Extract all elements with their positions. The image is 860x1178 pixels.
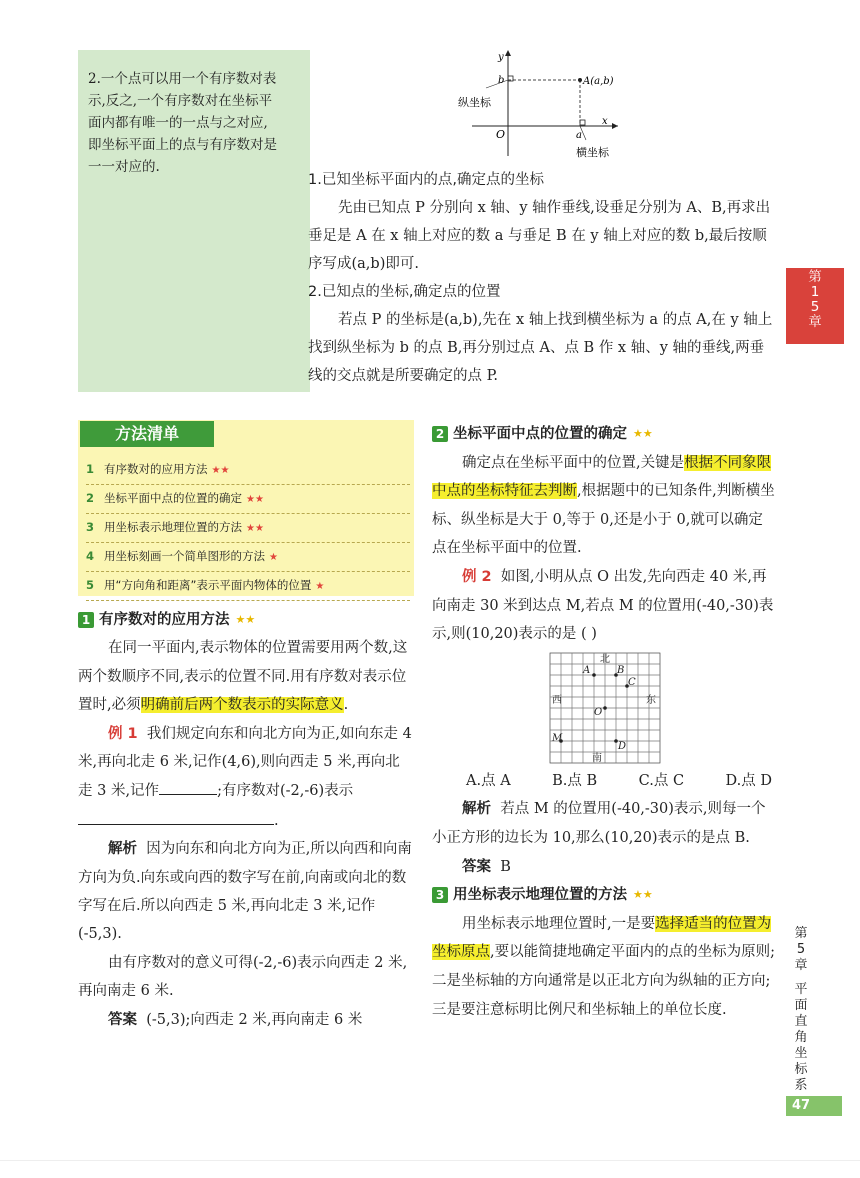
answer-text: B [500, 858, 511, 875]
side-label-char: 章 [794, 958, 808, 973]
choice-b[interactable]: B.点 B [552, 772, 598, 789]
star-icon: ★ [315, 581, 325, 592]
grid-point-b: B [617, 664, 625, 676]
answer-2 [432, 853, 776, 882]
method-item-label: 用坐标刻画一个简单图形的方法 [104, 549, 265, 563]
highlighted-text: 明确前后两个数表示的实际意义 [140, 697, 344, 714]
section-title: 有序数对的应用方法 [99, 612, 230, 628]
method-item [86, 485, 410, 514]
example-text: 我们规定向东和向北方向为正,如向东走 4 米,再向北走 6 米,记作(4,6),则向西走 5 米,再向北走 3 米,记作 [78, 725, 412, 800]
heading-coordinate-to-point: 2.已知点的坐标,确定点的位置 [308, 284, 501, 300]
star-icon: ★★ [633, 888, 653, 902]
method-list [86, 456, 410, 601]
chapter-side-label [786, 926, 816, 1094]
section-number-badge: 3 [432, 887, 448, 903]
method-item [86, 572, 410, 601]
star-icon: ★★ [235, 613, 256, 626]
horizontal-caption: 横坐标 [576, 146, 609, 159]
section-1-heading [78, 606, 414, 634]
method-item [86, 514, 410, 543]
analysis-text: 若点 M 的位置用(-40,-30)表示,则每一个小正方形的边长为 10,那么(10,20)表示的是点 B. [432, 801, 766, 846]
analysis-label: 解析 [462, 801, 491, 818]
method-item-number: 1 [86, 462, 95, 476]
method-item-label: 有序数对的应用方法 [104, 462, 208, 476]
side-label-char: 标 [794, 1062, 808, 1077]
method-item-label: 用“方向角和距离”表示平面内物体的位置 [104, 578, 312, 592]
side-label-gap [786, 974, 816, 982]
answer-blank [159, 776, 217, 795]
section-point-position [432, 420, 776, 1024]
method-item-number: 2 [86, 491, 95, 505]
origin-label: O [496, 128, 506, 141]
section-1-intro [78, 634, 414, 719]
method-item-number: 5 [86, 578, 95, 592]
answer-text: (-5,3);向西走 2 米,再向南走 6 米 [146, 1011, 363, 1028]
example-text: ;有序数对(-2,-6)表示 [217, 783, 354, 800]
paragraph-coordinate-to-point: 若点 P 的坐标是(a,b),先在 x 轴上找到横坐标为 a 的点 A,在 y 轴上找到纵坐标为 b 的点 B,再分别过点 A、点 B 作 x 轴、y 轴的垂线,两垂线的交点就是所要确定的点 P. [308, 312, 773, 384]
example-2 [432, 563, 776, 649]
direction-grid-figure [432, 649, 776, 767]
side-label-char: 坐 [794, 1046, 808, 1061]
method-list-title: 方法清单 [80, 421, 214, 447]
analysis-1 [78, 835, 414, 949]
answer-1 [78, 1006, 414, 1034]
y-axis-label: y [498, 52, 504, 63]
method-item-number: 3 [86, 520, 95, 534]
section-number-badge: 1 [78, 612, 94, 628]
side-label-char: 角 [794, 1030, 808, 1045]
example-1 [78, 720, 414, 836]
side-label-char: 直 [794, 1014, 808, 1029]
footer-divider [0, 1160, 860, 1161]
example-text: 如图,小明从点 O 出发,先向西走 40 米,再向南走 30 米到达点 M,若点 M 的位置用(-40,-30)表示,则(10,20)表示的是 ( ) [432, 568, 774, 643]
section-3-heading [432, 881, 776, 910]
intro-text: . [343, 697, 349, 714]
choice-a[interactable]: A.点 A [466, 772, 511, 789]
chapter-tab [786, 268, 844, 344]
x-axis-label: x [602, 116, 608, 127]
chapter-tab-line: 章 [808, 314, 822, 330]
section-3-intro [432, 910, 776, 1024]
star-icon: ★★ [246, 523, 264, 534]
section-2-intro [432, 449, 776, 563]
side-label-char: 第 [794, 926, 808, 941]
coordinate-axis-figure [456, 46, 626, 161]
intro-text: ,根据题中的已知条件,判断横坐标、纵坐标是大于 0,等于 0,还是小于 0,就可以确定点在坐标平面中的位置. [432, 483, 775, 557]
grid-point-o: O [594, 706, 603, 718]
grid-point-d: D [618, 740, 627, 752]
intro-text: 在同一平面内,表示物体的位置需要用两个数,这两个数顺序不同,表示的位置不同.用有序数对表示位置时,必须 [78, 640, 408, 714]
analysis-label: 解析 [108, 841, 137, 858]
page-number: 47 [786, 1096, 842, 1116]
section-number-badge: 2 [432, 426, 448, 442]
example-label: 例 2 [462, 568, 492, 585]
analysis-1-continued: 由有序数对的意义可得(-2,-6)表示向西走 2 米,再向南走 6 米. [78, 954, 408, 1000]
south-label: 南 [592, 752, 602, 764]
chapter-tab-line: 1 [810, 284, 820, 300]
coordinate-method-text [308, 166, 778, 390]
a-label: a [576, 130, 582, 141]
answer-label: 答案 [108, 1011, 137, 1028]
b-label: b [498, 75, 505, 86]
grid-point-m: M [552, 732, 563, 744]
side-note-text: 2.一个点可以用一个有序数对表示,反之,一个有序数对在坐标平面内都有唯一的一点与之对应,即坐标平面上的点与有序数对是一一对应的. [88, 71, 277, 175]
method-item [86, 456, 410, 485]
star-icon: ★★ [633, 427, 653, 440]
example-label: 例 1 [108, 725, 138, 742]
side-label-char: 系 [794, 1078, 808, 1093]
intro-text: 用坐标表示地理位置时,一是要 [462, 915, 656, 932]
answer-label: 答案 [462, 858, 491, 875]
analysis-text: 因为向东和向北方向为正,所以向西和向南方向为负.向东或向西的数字写在前,向南或向北的数字写在后.所以向西走 5 米,再向北走 3 米,记作(-5,3). [78, 841, 412, 943]
east-label: 东 [646, 694, 656, 706]
choice-c[interactable]: C.点 C [638, 772, 685, 789]
section-ordered-pairs [78, 606, 414, 1034]
heading-point-to-coordinate: 1.已知坐标平面内的点,确定点的坐标 [308, 172, 544, 188]
intro-text: ,要以能简捷地确定平面内的点的坐标为原则;二是坐标轴的方向通常是以正北方向为纵轴的正方向;三是要注意标明比例尺和坐标轴上的单位长度. [432, 944, 775, 1018]
star-icon: ★★ [211, 465, 230, 476]
vertical-caption: 纵坐标 [458, 96, 491, 109]
paragraph-point-to-coordinate: 先由已知点 P 分别向 x 轴、y 轴作垂线,设垂足分别为 A、B,再求出垂足是 A 在 x 轴上对应的数 a 与垂足 B 在 y 轴上对应的数 b,最后按顺序写成(a,b)即可. [308, 200, 771, 272]
section-title: 坐标平面中点的位置的确定 [453, 426, 627, 442]
highlighted-text: 选择适当的位置为坐标原点 [432, 915, 772, 961]
side-label-char: 5 [796, 942, 806, 957]
method-item-label: 用坐标表示地理位置的方法 [104, 520, 242, 534]
chapter-tab-line: 5 [810, 299, 820, 315]
west-label: 西 [552, 694, 562, 706]
section-title: 用坐标表示地理位置的方法 [453, 887, 627, 904]
analysis-2 [432, 795, 776, 852]
answer-blank [78, 806, 274, 825]
method-item-number: 4 [86, 549, 95, 563]
side-label-char: 平 [794, 982, 808, 997]
point-a-label: A(a,b) [583, 76, 614, 87]
north-label: 北 [600, 653, 610, 665]
choice-d[interactable]: D.点 D [725, 772, 772, 789]
grid-point-a: A [583, 664, 591, 676]
star-icon: ★ [269, 552, 278, 563]
method-item-label: 坐标平面中点的位置的确定 [104, 491, 242, 505]
section-2-heading [432, 420, 776, 449]
choices-row [432, 767, 776, 796]
grid-point-c: C [628, 676, 636, 688]
intro-text: 确定点在坐标平面中的位置,关键是 [462, 454, 685, 471]
example-text: . [274, 812, 279, 829]
star-icon: ★★ [246, 494, 264, 505]
highlighted-text: 根据不同象限中点的坐标特征去判断 [432, 454, 772, 500]
chapter-tab-line: 第 [808, 269, 822, 285]
method-item [86, 543, 410, 572]
side-label-char: 面 [794, 998, 808, 1013]
